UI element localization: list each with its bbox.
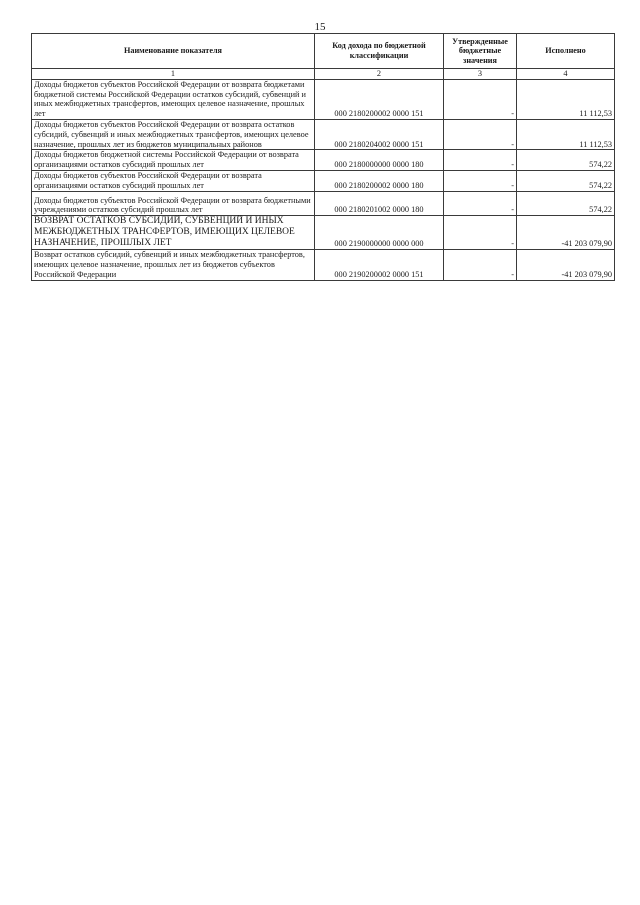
page-number: 15 xyxy=(314,21,326,33)
row-code: 000 2190000000 0000 000 xyxy=(315,216,444,250)
row-executed: 574,22 xyxy=(517,170,615,191)
row-approved: - xyxy=(444,216,517,250)
row-name: Доходы бюджетов бюджетной системы Российской Федерации от возврата организациями остатков субсидий прошлых лет xyxy=(32,150,315,171)
header-executed: Исполнено xyxy=(517,34,615,69)
table-row xyxy=(32,216,615,250)
header-indicator-name: Наименование показателя xyxy=(32,34,315,69)
header-approved-values: Утвержденные бюджетные значения xyxy=(444,34,517,69)
row-name: Доходы бюджетов субъектов Российской Федерации от возврата организациями остатков субсидий прошлых лет xyxy=(32,170,315,191)
row-executed: -41 203 079,90 xyxy=(517,216,615,250)
row-executed: 574,22 xyxy=(517,191,615,216)
row-approved: - xyxy=(444,119,517,149)
row-executed: 11 112,53 xyxy=(517,79,615,119)
row-name: ВОЗВРАТ ОСТАТКОВ СУБСИДИЙ, СУБВЕНЦИЙ И ИНЫХ МЕЖБЮДЖЕТНЫХ ТРАНСФЕРТОВ, ИМЕЮЩИХ ЦЕЛЕВОЕ НАЗНАЧЕНИЕ, ПРОШЛЫХ ЛЕТ xyxy=(32,216,315,250)
header-income-code: Код дохода по бюджетной классификации xyxy=(315,34,444,69)
row-executed: -41 203 079,90 xyxy=(517,250,615,280)
table-row xyxy=(32,79,615,119)
column-number-row xyxy=(32,69,615,80)
row-name: Доходы бюджетов субъектов Российской Федерации от возврата бюджетами бюджетной системы Российской Федерации остатков субсидий, субвенций и иных межбюджетных трансфертов, имеющих целевое назначение, прошлых лет xyxy=(32,79,315,119)
column-number: 2 xyxy=(315,69,444,80)
table-row xyxy=(32,119,615,149)
row-code: 000 2180000000 0000 180 xyxy=(315,150,444,171)
row-name: Доходы бюджетов субъектов Российской Федерации от возврата бюджетными учреждениями остатков субсидий прошлых лет xyxy=(32,191,315,216)
table-header-row xyxy=(32,34,615,69)
row-code: 000 2190200002 0000 151 xyxy=(315,250,444,280)
budget-execution-table xyxy=(31,33,615,281)
row-code: 000 2180200002 0000 151 xyxy=(315,79,444,119)
column-number: 4 xyxy=(517,69,615,80)
row-code: 000 2180201002 0000 180 xyxy=(315,191,444,216)
row-name: Доходы бюджетов субъектов Российской Федерации от возврата остатков субсидий, субвенций и иных межбюджетных трансфертов, имеющих целевое назначение, прошлых лет из бюджетов муниципальных районов xyxy=(32,119,315,149)
table-row xyxy=(32,150,615,171)
column-number: 1 xyxy=(32,69,315,80)
row-approved: - xyxy=(444,191,517,216)
row-code: 000 2180204002 0000 151 xyxy=(315,119,444,149)
row-approved: - xyxy=(444,250,517,280)
row-code: 000 2180200002 0000 180 xyxy=(315,170,444,191)
table-row xyxy=(32,191,615,216)
row-approved: - xyxy=(444,170,517,191)
row-executed: 11 112,53 xyxy=(517,119,615,149)
row-approved: - xyxy=(444,150,517,171)
column-number: 3 xyxy=(444,69,517,80)
row-approved: - xyxy=(444,79,517,119)
table-row xyxy=(32,170,615,191)
row-executed: 574,22 xyxy=(517,150,615,171)
table-row xyxy=(32,250,615,280)
row-name: Возврат остатков субсидий, субвенций и иных межбюджетных трансфертов, имеющих целевое назначение, прошлых лет из бюджетов субъектов Российской Федерации xyxy=(32,250,315,280)
